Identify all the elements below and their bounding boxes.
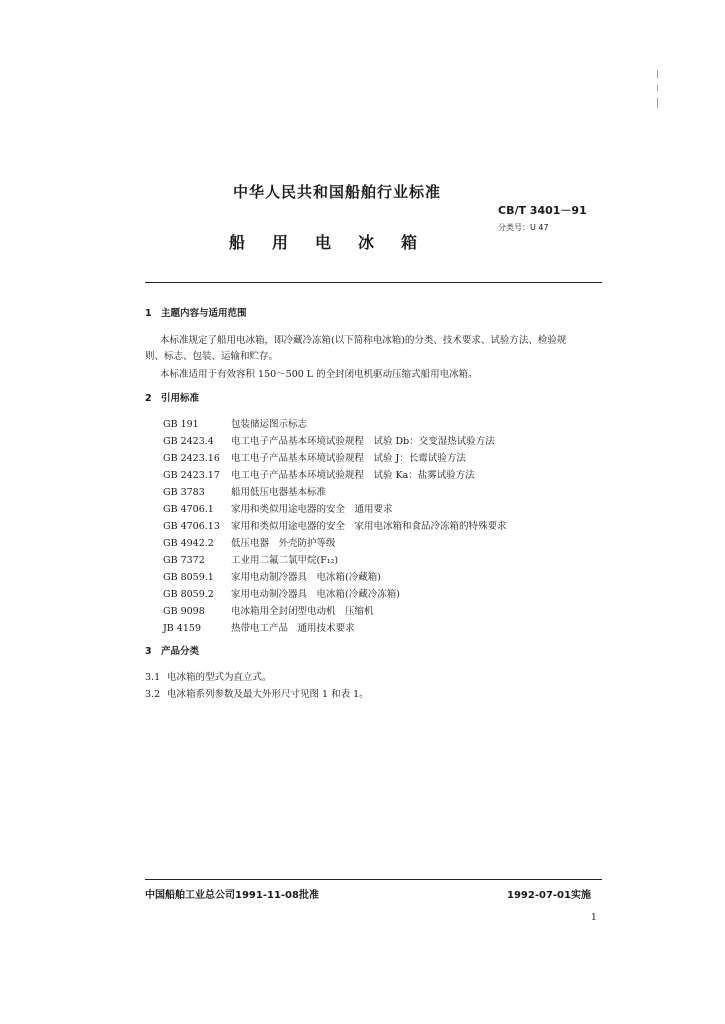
- subsection-item: [145, 669, 272, 683]
- document-title: 船用电冰箱: [229, 233, 445, 252]
- reference-item: [163, 586, 400, 600]
- reference-code: GB 3783: [163, 487, 205, 498]
- reference-text: 家用和类似用途电器的安全 家用电冰箱和食品冷冻箱的特殊要求: [231, 521, 507, 532]
- reference-item: [163, 603, 374, 617]
- page-number: 1: [591, 913, 597, 923]
- reference-text: 电冰箱用全封闭型电动机 压缩机: [231, 606, 374, 617]
- reference-item: [163, 501, 393, 515]
- section-1-para-2: 本标准适用于有效容积 150～500 L 的全封闭电机驱动压缩式船用电冰箱。: [160, 369, 478, 380]
- section-1-heading: [145, 305, 247, 319]
- reference-code: GB 4706.13: [163, 521, 220, 532]
- reference-item: [163, 535, 336, 549]
- reference-code: GB 7372: [163, 555, 205, 566]
- section-number: 1: [145, 308, 152, 319]
- reference-text: 电工电子产品基本环境试验规程 试验 Db：交变湿热试验方法: [231, 436, 495, 447]
- reference-code: GB 8059.2: [163, 589, 214, 600]
- reference-text: 工业用二氟二氯甲烷(F₁₂): [231, 555, 339, 566]
- reference-item: [163, 518, 507, 532]
- reference-item: [163, 484, 326, 498]
- scan-mark: [657, 85, 658, 91]
- footer-divider: [145, 879, 602, 880]
- subsection-item: [145, 686, 369, 700]
- reference-code: GB 8059.1: [163, 572, 214, 583]
- approval-info: 中国船舶工业总公司1991-11-08批准: [145, 890, 319, 901]
- section-title: 主题内容与适用范围: [161, 308, 247, 319]
- reference-item: [163, 467, 475, 481]
- reference-code: GB 191: [163, 419, 199, 430]
- reference-text: 电工电子产品基本环境试验规程 试验 J：长霉试验方法: [231, 453, 466, 464]
- section-3-heading: [145, 643, 199, 657]
- reference-item: [163, 450, 466, 464]
- reference-item: [163, 433, 495, 447]
- reference-text: 电工电子产品基本环境试验规程 试验 Ka：盐雾试验方法: [231, 470, 475, 481]
- subsection-text: 电冰箱系列参数及最大外形尺寸见图 1 和表 1。: [167, 689, 369, 700]
- section-1-para-1-line-1: 本标准规定了船用电冰箱，即冷藏冷冻箱(以下简称电冰箱)的分类、技术要求、试验方法、检验规: [160, 335, 567, 346]
- section-1-para-1-line-2: 则、标志、包装、运输和贮存。: [145, 351, 279, 362]
- reference-code: GB 4942.2: [163, 538, 214, 549]
- standard-title: 中华人民共和国船舶行业标准: [233, 183, 442, 201]
- reference-code: GB 2423.4: [163, 436, 214, 447]
- classification-number: 分类号：U 47: [498, 223, 549, 232]
- scan-mark: [657, 70, 658, 78]
- standard-code: CB/T 3401－91: [498, 204, 587, 217]
- implementation-date: 1992-07-01实施: [507, 890, 591, 901]
- section-2-heading: [145, 390, 199, 404]
- reference-code: GB 9098: [163, 606, 205, 617]
- section-number: 3: [145, 646, 152, 657]
- reference-text: 家用电动制冷器具 电冰箱(冷藏冷冻箱): [231, 589, 400, 600]
- reference-item: [163, 416, 307, 430]
- subsection-text: 电冰箱的型式为直立式。: [167, 672, 272, 683]
- section-title: 引用标准: [161, 393, 200, 404]
- header-divider: [145, 282, 602, 283]
- subsection-number: 3.1: [145, 672, 161, 683]
- reference-text: 家用和类似用途电器的安全 通用要求: [231, 504, 393, 515]
- reference-code: GB 2423.16: [163, 453, 220, 464]
- reference-item: [163, 569, 381, 583]
- reference-text: 家用电动制冷器具 电冰箱(冷藏箱): [231, 572, 381, 583]
- reference-text: 船用低压电器基本标准: [231, 487, 327, 498]
- section-title: 产品分类: [161, 646, 200, 657]
- reference-code: GB 2423.17: [163, 470, 220, 481]
- reference-item: [163, 552, 338, 566]
- reference-text: 热带电工产品 通用技术要求: [231, 623, 355, 634]
- reference-code: JB 4159: [163, 623, 201, 634]
- reference-text: 包装储运图示标志: [231, 419, 308, 430]
- section-number: 2: [145, 393, 152, 404]
- subsection-number: 3.2: [145, 689, 161, 700]
- reference-code: GB 4706.1: [163, 504, 214, 515]
- scan-mark: [657, 98, 658, 108]
- reference-text: 低压电器 外壳防护等级: [231, 538, 336, 549]
- reference-item: [163, 620, 355, 634]
